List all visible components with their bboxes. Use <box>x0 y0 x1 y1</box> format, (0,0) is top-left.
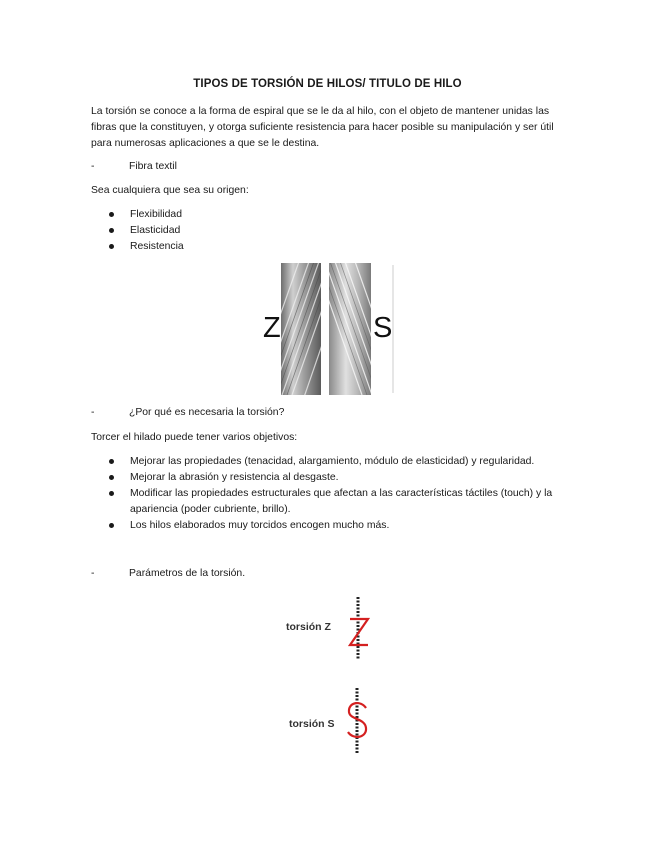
z-label: Z <box>263 312 281 344</box>
section-parametros <box>91 566 245 582</box>
bullet-icon <box>109 228 114 233</box>
list-item: Flexibilidad <box>106 207 576 223</box>
bullet-icon <box>109 244 114 249</box>
intro-paragraph: La torsión se conoce a la forma de espiral que se le da al hilo, con el objeto de mantener unidas las fibras que la constituyen, y otorga suficiente resistencia para hacer posible su manipulación y ser útil para numerosas aplicaciones a que se le destina. <box>91 106 554 150</box>
dash-marker: - <box>91 407 95 418</box>
list-item: Los hilos elaborados muy torcidos encogen mucho más. <box>106 518 576 534</box>
origin-text: Sea cualquiera que sea su origen: <box>91 185 249 196</box>
objectives-list <box>106 454 576 534</box>
list-item: Elasticidad <box>106 223 576 239</box>
dash-marker: - <box>91 161 95 172</box>
section-fibra-textil <box>91 159 177 175</box>
torsion-z-label: torsión Z <box>286 621 331 633</box>
torsion-s-diagram <box>287 686 387 756</box>
list-item: Mejorar la abrasión y resistencia al desgaste. <box>106 470 576 486</box>
bullet-icon <box>109 523 114 528</box>
section-label: ¿Por qué es necesaria la torsión? <box>129 407 285 418</box>
bullet-icon <box>109 475 114 480</box>
bullet-icon <box>109 212 114 217</box>
section-label: Parámetros de la torsión. <box>129 568 246 579</box>
bullet-icon <box>109 459 114 464</box>
dash-marker: - <box>91 568 95 579</box>
list-item: Resistencia <box>106 239 576 255</box>
objectives-text: Torcer el hilado puede tener varios objetivos: <box>91 432 298 443</box>
list-item: Mejorar las propiedades (tenacidad, alargamiento, módulo de elasticidad) y regularidad. <box>106 454 576 470</box>
torsion-z-diagram <box>284 595 384 661</box>
torsion-s-label: torsión S <box>289 718 335 730</box>
bullet-icon <box>109 491 114 496</box>
list-item: Modificar las propiedades estructurales que afectan a las características táctiles (touch) y la apariencia (poder cubriente, brillo). <box>106 486 576 518</box>
s-label: S <box>373 312 393 344</box>
zs-twist-figure <box>262 263 397 395</box>
section-label: Fibra textil <box>129 161 177 172</box>
page-title: TIPOS DE TORSIÓN DE HILOS/ TITULO DE HILO <box>193 78 462 90</box>
section-por-que-torsion <box>91 405 284 421</box>
origin-list <box>106 207 576 255</box>
